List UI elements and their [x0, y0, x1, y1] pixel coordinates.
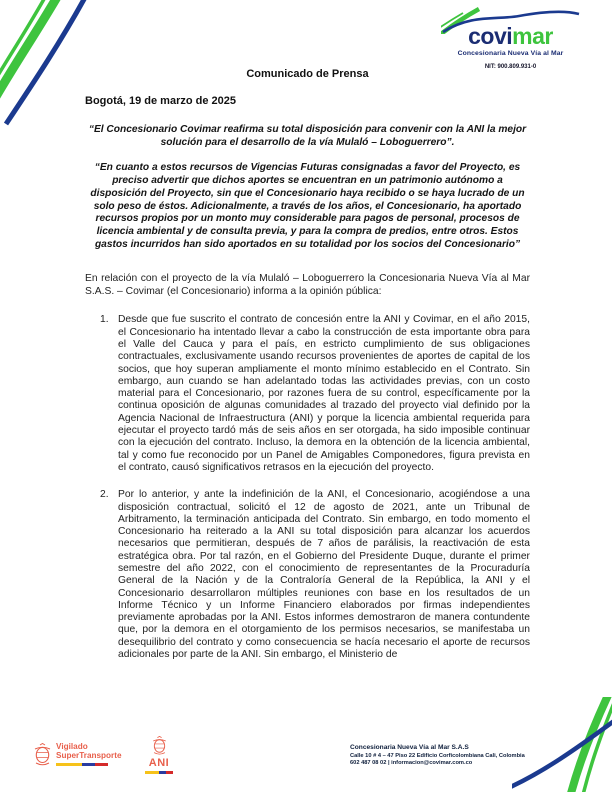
logo-tagline: Concesionaria Nueva Vía al Mar [457, 50, 564, 57]
list-item-number: 2. [100, 489, 109, 501]
list-item-text: Desde que fue suscrito el contrato de concesión entre la ANI y Covimar, en el año 2015, el Concesionario ha intentado llevar a cabo la construcción de esta importante obra para el Valle del Cauca y para el país, en estricto cumplimiento de sus obligaciones contractuales, exclusivamente usando recursos provenientes de aportes de capital de los socios, que hoy superan ampliamente el monto mínimo establecido en el Contrato. Sin embargo, aun cuando se han adelantado todas las actividades previas, con un costo material para el Concesionario, por razones fuera de su control, específicamente por la continua oposición de algunas comunidades al trazado del proyecto vial definido por la Agencia Nacional de Infraestructura (ANI) y porque la licencia ambiental requerida para ejecutar el proyecto tardó más de seis años en ser otorgada, ha sido imposible continuar con la ejecución del contrato. Incluso, la demora en la obtención de la licencia ambiental, tal y como fue reconocido por un Panel de Amigables Componedores, figura prevista en el contrato, causó significativos retrasos en la ejecución del proyecto. [118, 314, 530, 473]
list-item-number: 1. [100, 314, 109, 326]
supertransporte-logo [33, 742, 122, 767]
covimar-wordmark [438, 25, 583, 48]
wordmark-mar: mar [512, 23, 553, 49]
wordmark-covi: covi [468, 23, 513, 49]
ani-crest-icon [151, 736, 168, 756]
list-item-1 [100, 314, 530, 474]
covimar-logo [438, 6, 583, 70]
footer-address: Calle 10 # 4 – 47 Piso 22 Edificio Corficolombiana Cali, Colombia [350, 752, 525, 759]
ani-logo [141, 736, 177, 774]
logo-nit: NIT: 900.809.931-0 [484, 64, 537, 70]
colombia-flag-bar [145, 771, 173, 774]
ani-label: ANI [148, 757, 170, 769]
colombia-flag-bar [56, 763, 122, 766]
footer-company-name: Concesionaria Nueva Vía al Mar S.A.S [350, 744, 469, 751]
footer-contact-line: 602 487 08 02 | informacion@covimar.com.co [350, 760, 473, 766]
list-item-text: Por lo anterior, y ante la indefinición de la ANI, el Concesionario, acogiéndose a una disposición contractual, solicitó el 12 de agosto de 2021, ante un Tribunal de Arbitramento, la terminación anticipada del Contrato. Sin embargo, en todo momento el Concesionario ha reiterado a la ANI su total disposición para alcanzar los acuerdos necesarios que permitieran, después de 7 años de parálisis, la reactivación de esta estratégica obra. Por tal razón, en el Gobierno del Presidente Duque, durante el primer semestre del año 2022, con el conocimiento de representantes de la Procuraduría General de la Nación y de la Contraloría General de la República, la ANI y el Concesionario desarrollaron múltiples reuniones con base en los resultados de un Informe Técnico y un Informe Financiero elaborados por firmas independientes previamente aprobadas por la ANI. Estos informes demostraron de manera contundente que, por la demora en el otorgamiento de los permisos necesarios, se manifestaba un desequilibrio del contrato y como consecuencia se hacía necesario el aporte de recursos adicionales por parte de la ANI. Sin embargo, el Ministerio de [118, 489, 530, 661]
document-content [85, 68, 530, 676]
supertransporte-crest-icon [33, 743, 52, 767]
quote-paragraph-2: “En cuanto a estos recursos de Vigencias Futuras consignadas a favor del Proyecto, es preciso advertir que dichos aportes se encuentran en un patrimonio autónomo a disposición del Proyecto, sin que el Concesionario haya recibido o se haya lucrado de un solo peso de éstos. Adicionalmente, a través de los años, el Concesionario, ha aportado recursos propios por un monto muy considerable para pagos de personal, procesos de licencia ambiental y de consulta previa, y para la compra de predios, entre otros. Estos gastos incurridos han sido aportados en su totalidad por los socios del Concesionario” [90, 161, 525, 251]
document-title: Comunicado de Prensa [246, 68, 369, 80]
list-item-2 [100, 489, 530, 661]
intro-paragraph: En relación con el proyecto de la vía Mulaló – Loboguerrero la Concesionaria Nueva Vía al Mar S.A.S. – Covimar (el Concesionario) informa a la opinión pública: [85, 273, 530, 297]
supertransporte-label-line2: SuperTransporte [56, 751, 122, 761]
footer-contact-block [350, 744, 540, 766]
numbered-list [85, 314, 530, 661]
supertransporte-label-line1: Vigilado [56, 742, 88, 751]
dateline: Bogotá, 19 de marzo de 2025 [85, 95, 236, 107]
quote-paragraph-1: “El Concesionario Covimar reafirma su total disposición para convenir con la ANI la mejor solución para el desarrollo de la vía Mulaló – Loboguerrero”. [88, 124, 527, 148]
